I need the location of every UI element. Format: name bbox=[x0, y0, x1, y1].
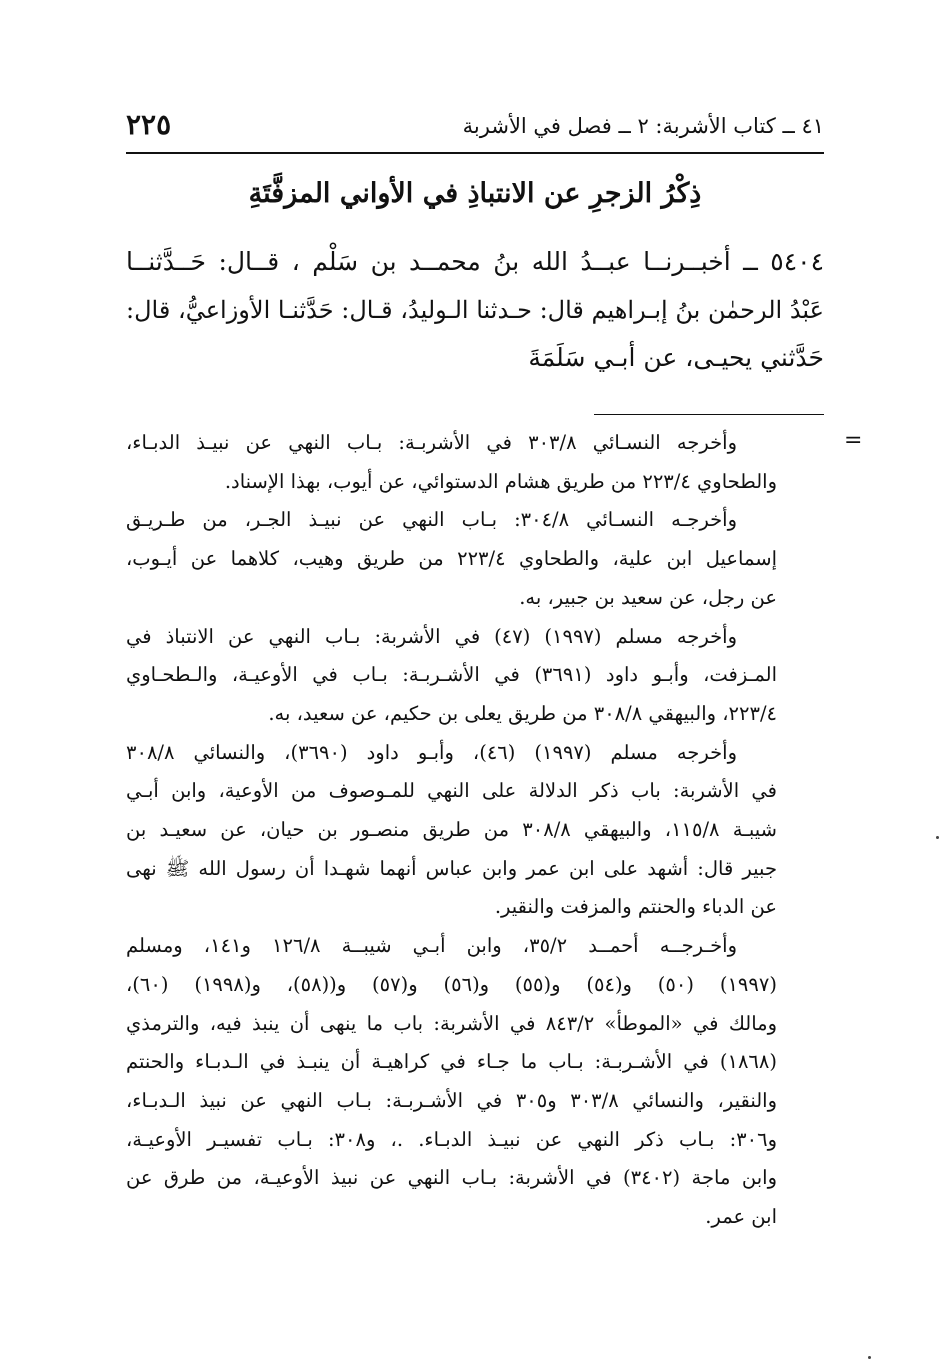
footnote-line: ابن عمر. bbox=[705, 1205, 777, 1229]
footnotes bbox=[126, 424, 777, 1237]
running-header-title: ٤١ ــ كتاب الأشربة: ٢ ــ فصل في الأشربة bbox=[462, 114, 824, 138]
footnote-line: عن الدباء والحنتم والمزفت والنقير. bbox=[494, 895, 777, 919]
footnote-line: المـزفت، وأبـو داود (٣٦٩١) في الأشـربـة: بـاب في الأوعيـة، والـطحـاوي bbox=[126, 663, 777, 687]
footnote-line: وأخرجه مسلم (١٩٩٧) (٤٦)، وأبـو داود (٣٦٩٠)، والنسائي ٣٠٨/٨ bbox=[126, 740, 737, 764]
header-rule bbox=[126, 152, 824, 154]
footnote-line: ٢٢٣/٤، والبيهقي ٣٠٨/٨ من طريق يعلى بن حكيم، عن سعيد، به. bbox=[268, 701, 777, 725]
running-header bbox=[126, 108, 824, 148]
footnote-line: وأخرجه مسلم (١٩٩٧) (٤٧) في الأشربة: بـاب النهي عن الانتباذ في bbox=[126, 624, 737, 648]
footnote-line: والطحاوي ٢٢٣/٤ من طريق هشام الدستوائي، عن أيوب، بهذا الإسناد. bbox=[224, 469, 777, 493]
footnote-paragraph bbox=[126, 618, 777, 734]
scan-speck bbox=[936, 836, 939, 839]
scan-speck bbox=[868, 1356, 871, 1359]
footnote-line: وأخرجـه النسـائي ٣٠٤/٨: بـاب النهي عن نبيـذ الجـر، من طـريـق bbox=[126, 508, 737, 532]
footnote-line: وأخرجه النسـائي ٣٠٣/٨ في الأشربـة: بـاب النهي عن نبيـذ الدبـاء، bbox=[126, 431, 738, 454]
footnote-line: في الأشربة: باب ذكر الدلالة على النهي للمـوصوف من الأوعية، وابن أبـي bbox=[126, 779, 777, 803]
footnote-line: (١٩٩٧) (٥٠) و(٥٤) و(٥٥) و(٥٦) و(٥٧) و((٥٨)، و(١٩٩٨) (٦٠)، bbox=[126, 972, 777, 996]
footnote-line: إسماعيل ابن علية، والطحاوي ٢٢٣/٤ من طريق وهيب، كلاهما عن أيـوب، bbox=[126, 547, 777, 571]
footnote-line: و٣٠٦: بـاب ذكر النهي عن نبيـذ الدبـاء. .، و٣٠٨: بـاب تفسيـر الأوعيـة، bbox=[126, 1127, 777, 1151]
footnote-paragraph bbox=[126, 927, 777, 1237]
footnote-paragraph bbox=[126, 501, 777, 617]
main-text bbox=[126, 238, 824, 382]
main-text-line: حَدَّثني يحيـى، عن أبـي سَلَمَةَ bbox=[528, 343, 824, 372]
page-number: ٢٢٥ bbox=[126, 108, 172, 141]
main-text-line: عَبْدُ الرحمٰن بنُ إبـراهيم قال: حـدثنا الـوليدُ، قـال: حَدَّثنـا الأوزاعيُّ، قال: bbox=[126, 296, 824, 324]
footnote-line: وأخـرجــه أحمــد ٣٥/٢، وابن أبـي شيبــة ١٢٦/٨ و١٤١، ومسلم bbox=[126, 934, 737, 958]
footnote-paragraph bbox=[126, 734, 777, 928]
footnote-line: والنقير، والنسائي ٣٠٣/٨ و٣٠٥ في الأشـربـة: بـاب النهي عن نبيذ الـدبـاء، bbox=[126, 1088, 777, 1112]
footnote-line: شيبـة ١١٥/٨، والبيهقي ٣٠٨/٨ من طريق منصـور بن حيان، عن سعيـد بن bbox=[126, 818, 777, 842]
section-heading: ذِكْرُ الزجرِ عن الانتباذِ في الأواني المزفَّتَةِ bbox=[248, 178, 702, 209]
footnote-line: جبير قال: أشهد على ابن عمر وابن عباس أنهما شهـدا أن رسول الله ﷺ نهى bbox=[126, 856, 777, 880]
footnote-line: (١٨٦٨) في الأشـربـة: بـاب ما جـاء في كراهيـة أن ينبـذ في الـدبـاء والحنتم bbox=[126, 1050, 777, 1074]
footnote-line: وابن ماجة (٣٤٠٢) في الأشربة: بـاب النهي عن نبيذ الأوعيـة، من طرق عن bbox=[126, 1166, 777, 1190]
footnote-paragraph bbox=[126, 424, 777, 501]
footnote-continuation-mark: = bbox=[844, 428, 863, 453]
footnote-line: عن رجل، عن سعيد بن جبير، به. bbox=[519, 585, 777, 609]
main-text-line: ٥٤٠٤ ــ أخبــرنــا عبــدُ الله بنُ محمــد بن سَلْم ، قــال: حَــدَّثنــا bbox=[126, 247, 824, 276]
footnote-line: ومالك في «الموطأ» ٨٤٣/٢ في الأشربة: باب ما ينهى أن ينبذ فيه، والترمذي bbox=[126, 1011, 777, 1035]
footnote-separator bbox=[594, 414, 824, 415]
